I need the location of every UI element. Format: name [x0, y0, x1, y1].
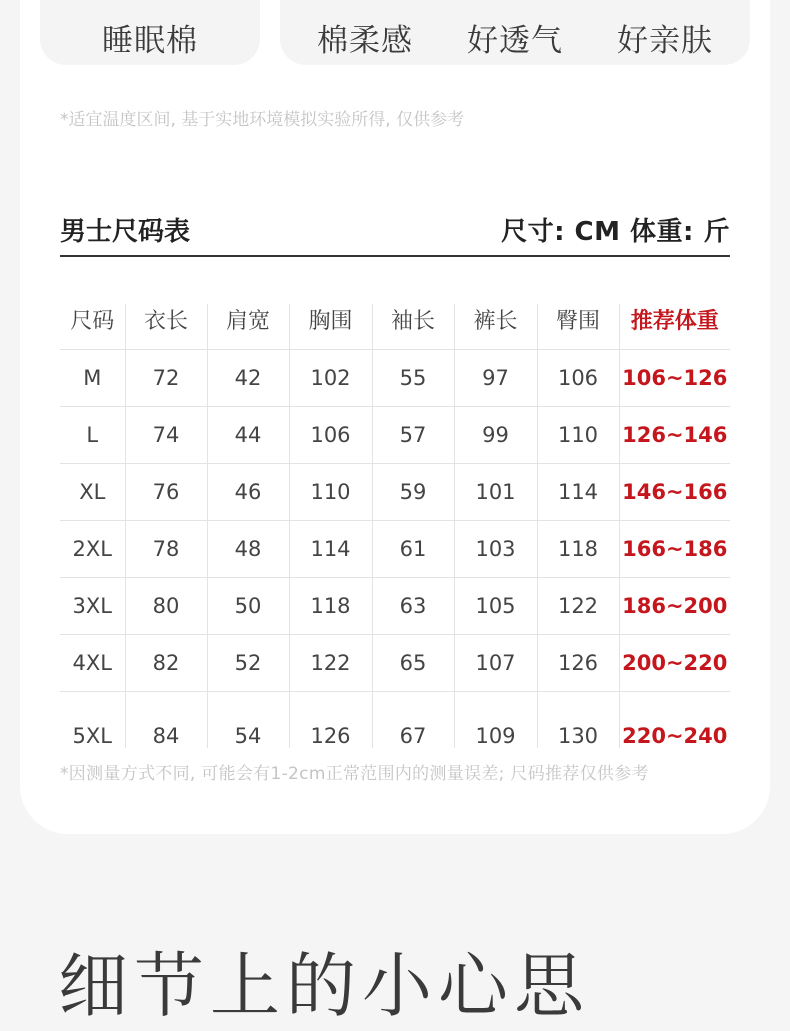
table-cell: 84 [125, 692, 207, 749]
table-cell: 4XL [60, 635, 125, 692]
table-row [60, 635, 730, 692]
table-cell: 67 [372, 692, 454, 749]
table-cell: M [60, 350, 125, 407]
table-cell: 97 [454, 350, 537, 407]
table-cell: 118 [289, 578, 372, 635]
table-cell: 107 [454, 635, 537, 692]
table-cell: 52 [207, 635, 289, 692]
feature-label: 睡眠棉 [102, 23, 198, 59]
weight-cell: 220~240 [619, 692, 730, 749]
weight-cell: 186~200 [619, 578, 730, 635]
table-row [60, 578, 730, 635]
feature-label: 好透气 [467, 23, 563, 59]
weight-cell: 166~186 [619, 521, 730, 578]
table-cell: XL [60, 464, 125, 521]
feature-label: 好亲肤 [617, 23, 713, 59]
measurement-note: *因测量方式不同, 可能会有1-2cm正常范围内的测量误差; 尺码推荐仅供参考 [60, 764, 649, 784]
table-cell: 130 [537, 692, 619, 749]
table-cell: 57 [372, 407, 454, 464]
feature-label: 棉柔感 [317, 23, 413, 59]
header-cell-recommended-weight: 推荐体重 [619, 304, 730, 350]
table-cell: 82 [125, 635, 207, 692]
header-cell: 臀围 [537, 304, 619, 350]
table-cell: 110 [289, 464, 372, 521]
table-row [60, 350, 730, 407]
table-cell: 78 [125, 521, 207, 578]
table-cell: 2XL [60, 521, 125, 578]
table-row [60, 407, 730, 464]
header-cell: 衣长 [125, 304, 207, 350]
header-cell: 肩宽 [207, 304, 289, 350]
table-header-row [60, 304, 730, 350]
table-cell: 44 [207, 407, 289, 464]
table-cell: 122 [289, 635, 372, 692]
table-cell: 114 [289, 521, 372, 578]
table-cell: 99 [454, 407, 537, 464]
table-cell: 110 [537, 407, 619, 464]
table-cell: 126 [537, 635, 619, 692]
table-cell: L [60, 407, 125, 464]
table-cell: 48 [207, 521, 289, 578]
table-cell: 114 [537, 464, 619, 521]
header-cell: 胸围 [289, 304, 372, 350]
table-cell: 72 [125, 350, 207, 407]
table-cell: 5XL [60, 692, 125, 749]
table-cell: 106 [289, 407, 372, 464]
table-cell: 76 [125, 464, 207, 521]
table-cell: 101 [454, 464, 537, 521]
table-cell: 63 [372, 578, 454, 635]
table-cell: 109 [454, 692, 537, 749]
header-cell: 裤长 [454, 304, 537, 350]
unit-label: 尺寸: CM 体重: 斤 [501, 217, 730, 247]
header-cell: 袖长 [372, 304, 454, 350]
table-cell: 80 [125, 578, 207, 635]
table-cell: 50 [207, 578, 289, 635]
table-cell: 105 [454, 578, 537, 635]
table-cell: 106 [537, 350, 619, 407]
table-cell: 46 [207, 464, 289, 521]
table-cell: 126 [289, 692, 372, 749]
table-cell: 74 [125, 407, 207, 464]
table-cell: 54 [207, 692, 289, 749]
temperature-note: *适宜温度区间, 基于实地环境模拟实验所得, 仅供参考 [60, 110, 465, 130]
table-cell: 102 [289, 350, 372, 407]
weight-cell: 126~146 [619, 407, 730, 464]
table-cell: 118 [537, 521, 619, 578]
table-cell: 55 [372, 350, 454, 407]
table-cell: 61 [372, 521, 454, 578]
table-cell: 103 [454, 521, 537, 578]
table-cell: 122 [537, 578, 619, 635]
table-row [60, 464, 730, 521]
table-row [60, 692, 730, 749]
weight-cell: 106~126 [619, 350, 730, 407]
section-heading: 细节上的小心思 [58, 945, 590, 1027]
table-row [60, 521, 730, 578]
header-cell: 尺码 [70, 309, 115, 334]
feature-pill-right [280, 0, 750, 65]
weight-cell: 200~220 [619, 635, 730, 692]
table-cell: 65 [372, 635, 454, 692]
table-cell: 42 [207, 350, 289, 407]
table-cell: 3XL [60, 578, 125, 635]
weight-cell: 146~166 [619, 464, 730, 521]
size-table [60, 304, 730, 748]
table-title: 男士尺码表 [60, 217, 191, 247]
feature-pill-left [40, 0, 260, 65]
table-cell: 59 [372, 464, 454, 521]
divider [60, 255, 730, 257]
